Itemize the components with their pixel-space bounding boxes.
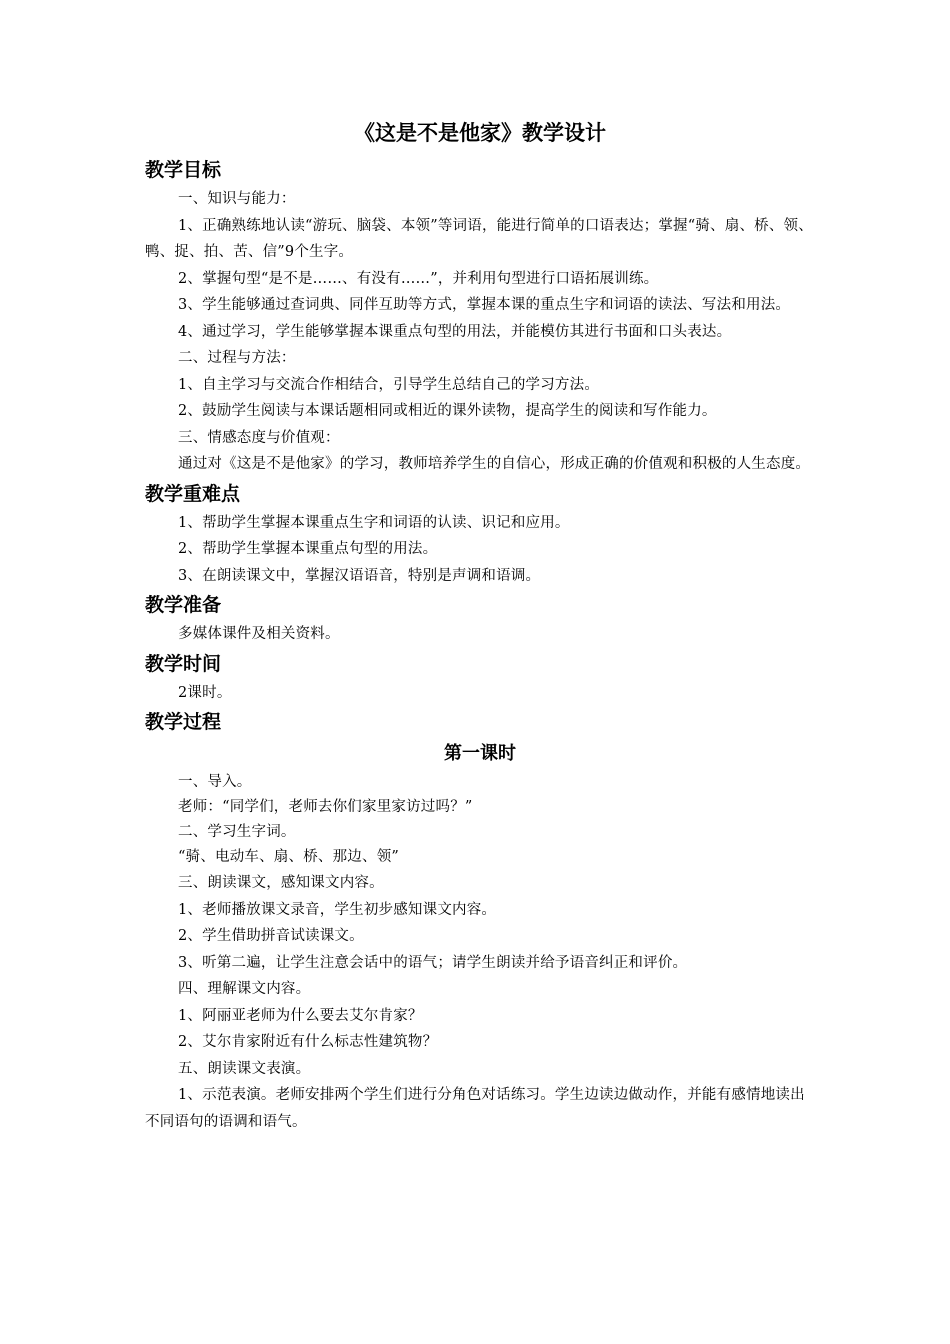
key-points-paragraph: 2、帮助学生掌握本课重点句型的用法。 bbox=[178, 541, 438, 557]
process-heading: 教学过程 bbox=[145, 711, 222, 733]
goals-paragraph: 二、过程与方法： bbox=[178, 350, 296, 366]
key-points-heading: 教学重难点 bbox=[145, 482, 241, 505]
process-paragraph: 二、学习生字词。 bbox=[178, 824, 296, 840]
preparation-paragraph: 多媒体课件及相关资料。 bbox=[178, 626, 340, 642]
key-points-paragraph: 3、在朗读课文中，掌握汉语语音，特别是声调和语调。 bbox=[178, 567, 541, 584]
goals-paragraph: 2、鼓励学生阅读与本课话题相同或相近的课外读物，提高学生的阅读和写作能力。 bbox=[178, 403, 717, 419]
process-paragraph: 一、导入。 bbox=[178, 774, 252, 790]
goals-paragraph: 1、正确熟练地认读“游玩、脑袋、本领”等词语，能进行简单的口语表达；掌握“骑、扇、桥、领、鸭、捉、拍、苦、信”9个生字。 bbox=[145, 217, 813, 260]
time-paragraph: 2课时。 bbox=[178, 684, 232, 701]
goals-paragraph: 3、学生能够通过查词典、同伴互助等方式，掌握本课的重点生字和词语的读法、写法和用法。 bbox=[178, 297, 791, 313]
process-paragraph: 1、阿丽亚老师为什么要去艾尔肯家？ bbox=[178, 1007, 423, 1024]
goals-heading: 教学目标 bbox=[145, 159, 222, 181]
process-paragraph: 1、老师播放课文录音，学生初步感知课文内容。 bbox=[178, 901, 497, 918]
key-points-paragraph: 1、帮助学生掌握本课重点生字和词语的认读、识记和应用。 bbox=[178, 514, 570, 531]
document-page bbox=[145, 118, 815, 1135]
process-paragraph: 2、学生借助拼音试读课文。 bbox=[178, 928, 364, 944]
preparation-heading: 教学准备 bbox=[145, 594, 222, 616]
process-paragraph: 1、示范表演。老师安排两个学生们进行分角色对话练习。学生边读边做动作，并能有感情地读出不同语句的语调和语气。 bbox=[145, 1087, 805, 1130]
goals-paragraph: 2、掌握句型“是不是……、有没有……”，并利用句型进行口语拓展训练。 bbox=[178, 270, 659, 287]
goals-paragraph: 通过对《这是不是他家》的学习，教师培养学生的自信心，形成正确的价值观和积极的人生态度。 bbox=[178, 456, 811, 472]
goals-paragraph: 一、知识与能力： bbox=[178, 191, 296, 207]
goals-paragraph: 4、通过学习，学生能够掌握本课重点句型的用法，并能模仿其进行书面和口头表达。 bbox=[178, 323, 732, 340]
goals-paragraph: 三、情感态度与价值观： bbox=[178, 429, 340, 446]
process-paragraph: 2、艾尔肯家附近有什么标志性建筑物？ bbox=[178, 1034, 438, 1050]
goals-paragraph: 1、自主学习与交流合作相结合，引导学生总结自己的学习方法。 bbox=[178, 376, 600, 393]
process-paragraph: 3、听第二遍，让学生注意会话中的语气；请学生朗读并给予语音纠正和评价。 bbox=[178, 954, 688, 971]
time-heading: 教学时间 bbox=[145, 652, 222, 675]
process-paragraph: 老师：“同学们，老师去你们家里家访过吗？” bbox=[178, 799, 473, 815]
process-paragraph: “骑、电动车、扇、桥、那边、领” bbox=[178, 849, 400, 865]
process-paragraph: 三、朗读课文，感知课文内容。 bbox=[178, 875, 384, 891]
process-paragraph: 四、理解课文内容。 bbox=[178, 981, 311, 997]
lesson-title: 第一课时 bbox=[444, 743, 516, 764]
document-title: 《这是不是他家》教学设计 bbox=[354, 121, 606, 145]
process-paragraph: 五、朗读课文表演。 bbox=[178, 1060, 311, 1077]
